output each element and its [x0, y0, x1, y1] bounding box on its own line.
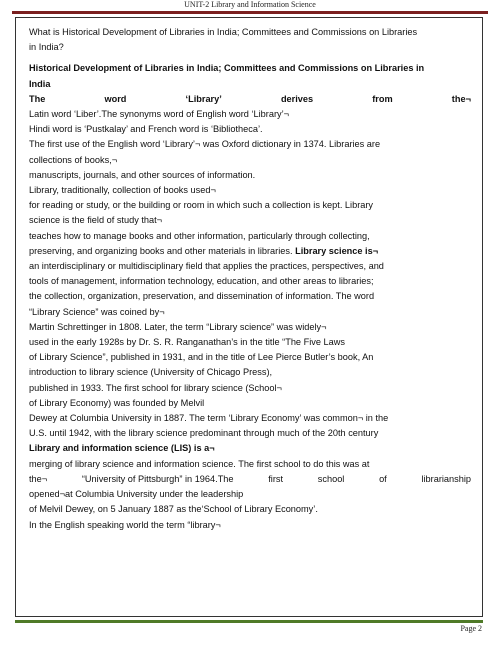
text-line: The first use of the English word ‘Library’¬ was Oxford dictionary in 1374. Libraries are [29, 139, 381, 150]
word: from [372, 93, 393, 104]
text-line: Dewey at Columbia University in 1887. The term ‘Library Economy’ was common¬ in the [29, 413, 389, 424]
word: ‘Library’ [185, 93, 222, 104]
word: the¬ [451, 93, 471, 104]
text-line: manuscripts, journals, and other sources of information. [29, 169, 256, 180]
word: derives [280, 93, 314, 104]
word: The [29, 93, 46, 104]
page-header: UNIT-2 Library and Information Science [184, 0, 316, 9]
text-line: tools of management, information technology, education, and other areas to libraries; [29, 276, 374, 287]
text-line: teaches how to manage books and other information, particularly through collecting, [29, 230, 370, 241]
bold-span: Library science is¬ [295, 245, 379, 256]
text-line: introduction to library science (University of Chicago Press), [29, 367, 273, 378]
question [29, 25, 471, 55]
text-line: merging of library science and information science. The first school to do this was at [29, 458, 370, 469]
text-line: Martin Schrettinger in 1808. Later, the term “Library science” was widely¬ [29, 321, 327, 332]
header-rule [12, 11, 488, 14]
page-number: Page 2 [460, 624, 482, 633]
text-line: collections of books,¬ [29, 154, 118, 165]
text-line: Library, traditionally, collection of books used¬ [29, 185, 216, 196]
justified-line [29, 472, 471, 487]
question-line: in India? [29, 42, 64, 53]
text-line-mixed [29, 244, 471, 259]
word: school [317, 473, 345, 484]
word: word [104, 93, 127, 104]
text-line: of Melvil Dewey, on 5 January 1887 as the‘School of Library Economy’. [29, 504, 318, 515]
heading-line: India [29, 78, 51, 89]
heading-line: Historical Development of Libraries in India; Committees and Commissions on Libraries in [29, 63, 425, 74]
text-line: an interdisciplinary or multidisciplinary field that applies the practices, perspectives, and [29, 261, 384, 272]
document-body [29, 25, 471, 533]
text-line: U.S. until 1942, with the library science predominant through much of the 20th century [29, 428, 379, 439]
text-line: Latin word ‘Liber’.The synonyms word of English word ‘Library’¬ [29, 109, 290, 120]
text-line: published in 1933. The first school for library science (School¬ [29, 382, 282, 393]
text-line: opened¬at Columbia University under the leadership [29, 489, 244, 500]
text-line: used in the early 1928s by Dr. S. R. Ranganathan’s in the title “The Five Laws [29, 337, 345, 348]
word: the¬ [29, 473, 48, 484]
text-line: In the English speaking world the term “library¬ [29, 519, 221, 530]
text-line: science is the field of study that¬ [29, 215, 163, 226]
bold-line: Library and information science (LIS) is a¬ [29, 443, 215, 454]
word: librarianship [421, 473, 471, 484]
text-line: the collection, organization, preservation, and dissemination of information. The word [29, 291, 375, 302]
word: of [379, 473, 387, 484]
text-span: preserving, and organizing books and other materials in libraries. [29, 245, 293, 256]
text-line: Hindi word is ‘Pustkalay’ and French word is ‘Bibliotheca’. [29, 124, 263, 135]
word: “University of Pittsburgh” in 1964.The [81, 473, 234, 484]
word: first [268, 473, 284, 484]
section-heading [29, 61, 471, 91]
footer-rule [15, 620, 483, 623]
justified-line [29, 92, 471, 107]
text-line: for reading or study, or the building or room in which such a collection is kept. Library [29, 200, 374, 211]
question-line: What is Historical Development of Libraries in India; Committees and Commissions on Libraries [29, 27, 418, 37]
text-line: of Library Economy) was founded by Melvil [29, 397, 205, 408]
text-line: of Library Science”, published in 1931, and in the title of Lee Pierce Butler’s book, An [29, 352, 374, 363]
text-line: “Library Science” was coined by¬ [29, 306, 165, 317]
